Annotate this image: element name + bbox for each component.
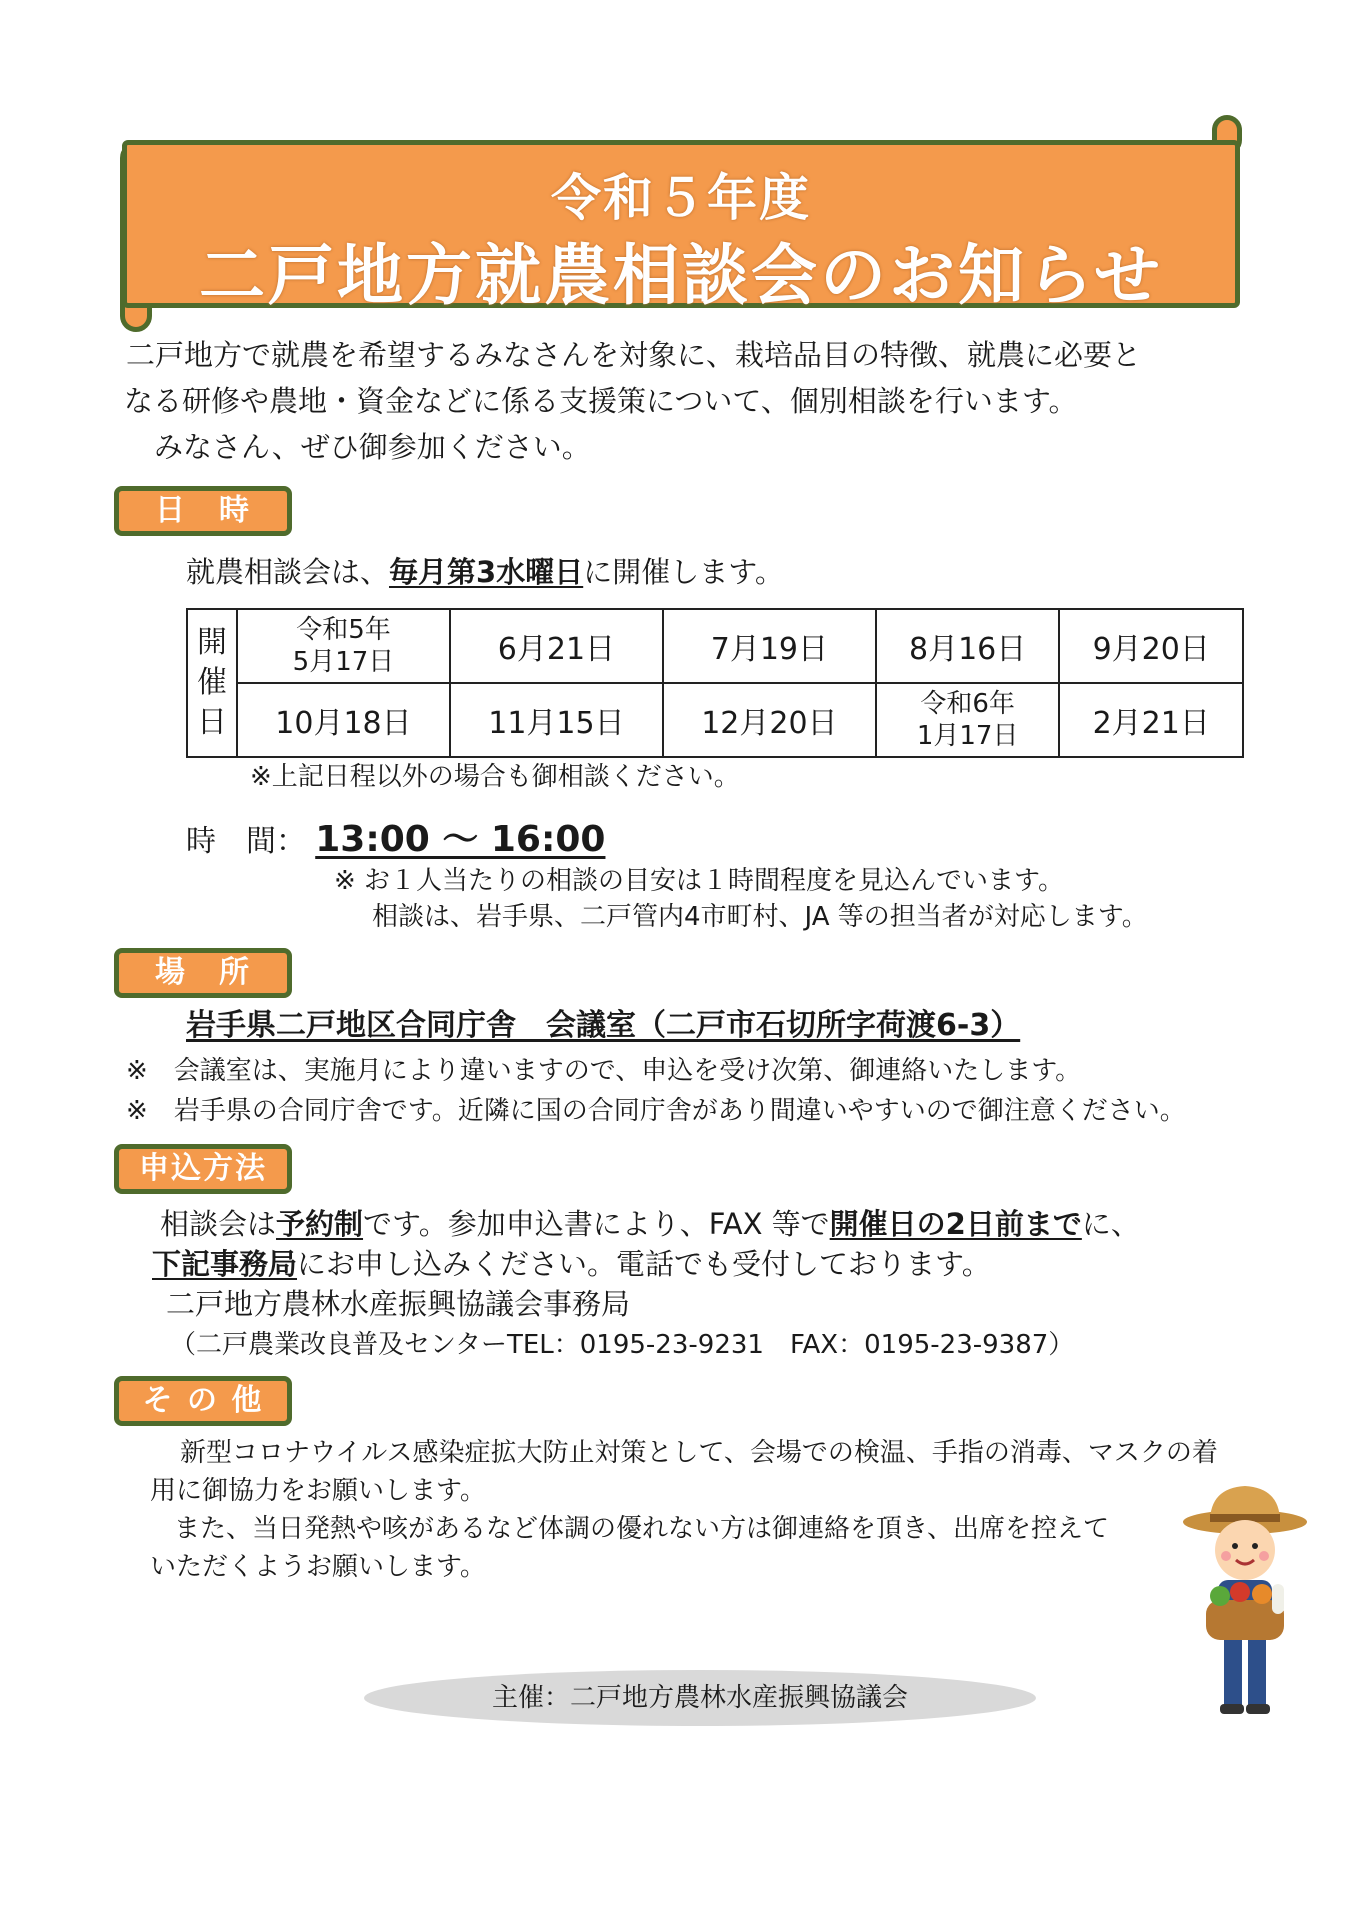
office-name: 二戸地方農林水産振興協議会事務局 [166,1287,631,1321]
apply-text-bold: 予約制 [276,1207,364,1241]
time-value: 13:00 ～ 16:00 [315,819,606,860]
schedule-cell-line2: 1月17日 [916,721,1019,751]
apply-text: にお申し込みください。電話でも受付しております。 [297,1247,991,1281]
section-label-apply: 申込方法 [114,1144,292,1194]
apply-line2 [152,1244,991,1284]
schedule-cell-line2: 5月17日 [292,647,395,677]
section-label-other: そ の 他 [114,1376,292,1426]
farmer-icon [1180,1480,1310,1720]
section-label-place: 場 所 [114,948,292,998]
apply-text-bold: 開催日の2日前まで [829,1207,1082,1241]
banner-title-year: 令和５年度 [551,169,811,227]
schedule-cell: 6月21日 [450,609,663,683]
schedule-note: ※上記日程以外の場合も御相談ください。 [250,762,740,792]
banner-title-main: 二戸地方就農相談会のお知らせ [198,237,1164,314]
schedule-cell-line1: 令和6年 [920,689,1015,719]
schedule-sentence-pre: 就農相談会は、 [186,555,390,589]
other-line: 新型コロナウイルス感染症拡大防止対策として、会場での検温、手指の消毒、マスクの着 [180,1438,1218,1468]
other-line: また、当日発熱や咳があるなど体調の優れない方は御連絡を頂き、出席を控えて [174,1514,1109,1544]
schedule-cell: 8月16日 [876,609,1060,683]
other-line: 用に御協力をお願いします。 [150,1476,486,1506]
apply-line1 [160,1204,1140,1244]
schedule-cell: 9月20日 [1059,609,1243,683]
schedule-row-header-text: 開催日 [197,625,227,740]
schedule-cell [876,683,1060,757]
apply-text-bold: 下記事務局 [152,1247,298,1281]
apply-text: 相談会は [160,1207,277,1241]
intro-line: みなさん、ぜひ御参加ください。 [154,430,591,464]
schedule-cell: 7月19日 [663,609,876,683]
other-line: いただくようお願いします。 [150,1552,486,1582]
schedule-cell: 2月21日 [1059,683,1243,757]
organizer-badge: 主催：二戸地方農林水産振興協議会 [364,1670,1036,1726]
apply-text: に、 [1081,1207,1140,1241]
table-row [187,683,1243,757]
schedule-sentence-post: に開催します。 [583,555,784,589]
schedule-cell: 11月15日 [450,683,663,757]
time-note: ※ お１人当たりの相談の目安は１時間程度を見込んでいます。 [334,866,1064,896]
office-contact: （二戸農業改良普及センターTEL：0195-23-9231 FAX：0195-23-9387） [170,1330,1075,1360]
time-note: 相談は、岩手県、二戸管内4市町村、JA 等の担当者が対応します。 [372,902,1148,932]
section-label-datetime: 日 時 [114,486,292,536]
table-row [187,609,1243,683]
apply-text: です。参加申込書により、FAX 等で [363,1207,830,1241]
place-note: ※ 会議室は、実施月により違いますので、申込を受け次第、御連絡いたします。 [126,1056,1082,1086]
intro-line: 二戸地方で就農を希望するみなさんを対象に、栽培品目の特徴、就農に必要と [126,338,1142,372]
intro-paragraph [126,332,1266,470]
venue: 岩手県二戸地区合同庁舎 会議室（二戸市石切所字荷渡6-3） [186,1008,1021,1043]
schedule-row-header [187,609,237,757]
schedule-sentence [186,552,784,592]
intro-line: なる研修や農地・資金などに係る支援策について、個別相談を行います。 [124,384,1078,418]
schedule-sentence-bold: 毎月第3水曜日 [389,555,584,589]
schedule-cell: 12月20日 [663,683,876,757]
schedule-cell-line1: 令和5年 [296,615,391,645]
time-row [186,820,605,862]
time-label: 時 間： [186,824,306,859]
schedule-cell [237,609,450,683]
place-note: ※ 岩手県の合同庁舎です。近隣に国の合同庁舎があり間違いやすいので御注意ください。 [126,1096,1186,1126]
schedule-cell: 10月18日 [237,683,450,757]
schedule-table [186,608,1244,758]
